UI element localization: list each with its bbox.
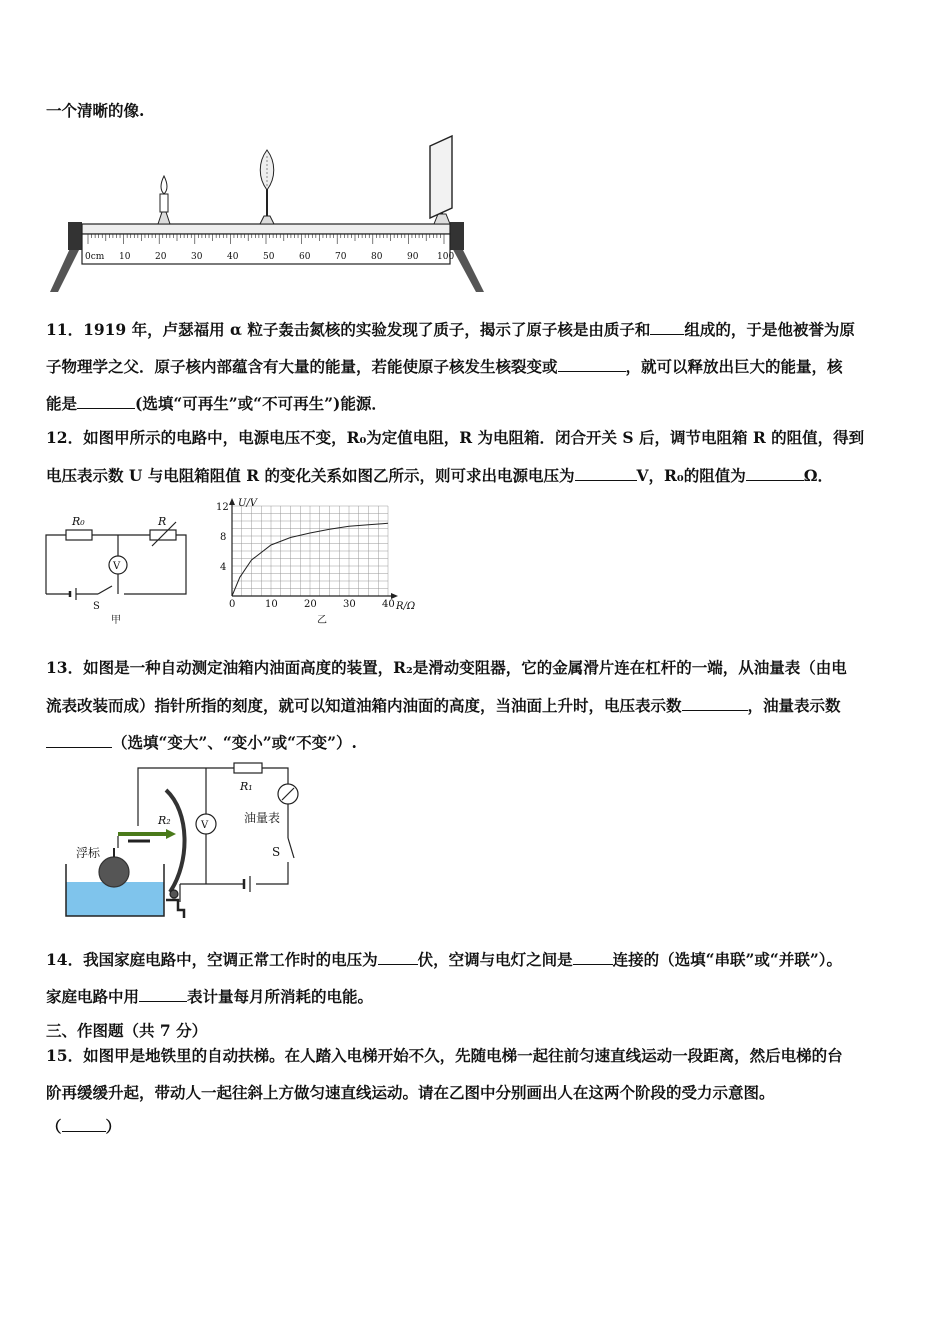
scale-label: 70	[335, 252, 347, 262]
y-axis-arrow	[229, 498, 235, 505]
caption-jia: 甲	[111, 615, 121, 626]
y-tick-label: 4	[220, 562, 227, 573]
y-axis-label: U/V	[238, 498, 258, 509]
convex-lens	[260, 150, 274, 224]
answer-blank[interactable]	[558, 355, 626, 372]
resistor-r1	[234, 763, 262, 773]
r2-label: R₂	[158, 814, 171, 827]
answer-blank[interactable]	[77, 392, 135, 409]
graph-yi	[212, 496, 432, 626]
light-screen	[430, 136, 452, 224]
q15-line1: 15．如图甲是地铁里的自动扶梯。在人踏入电梯开始不久，先随电梯一起往前匀速直线运动一段距离，然后电梯的台	[46, 1046, 843, 1065]
scale-label: 10	[119, 252, 131, 262]
intro-line: 一个清晰的像.	[46, 101, 145, 120]
switch-s	[288, 838, 294, 858]
bench-end-left	[68, 222, 82, 250]
bench-leg-right	[450, 244, 484, 292]
q15-answer: （ ）	[46, 1117, 122, 1136]
switch-label: S	[93, 601, 100, 612]
switch-label: S	[272, 845, 281, 859]
circuit-jia-figure	[40, 510, 192, 630]
answer-blank[interactable]	[682, 694, 748, 711]
q13-line2: 流表改装而成）指针所指的刻度，就可以知道油箱内油面的高度，当油面上升时，电压表示数 ，油量表示数	[46, 696, 841, 715]
optical-bench-figure	[48, 132, 488, 294]
switch-s	[98, 586, 112, 594]
y-tick-label: 8	[220, 532, 227, 543]
answer-blank[interactable]	[575, 464, 637, 481]
answer-blank[interactable]	[62, 1115, 106, 1132]
x-tick-label: 0	[229, 599, 236, 610]
caption-yi: 乙	[317, 615, 327, 626]
scale-label: 100	[437, 252, 455, 262]
q11-line2: 子物理学之父．原子核内部蕴含有大量的能量，若能使原子核发生核裂变或 ，就可以释放出巨大的能量，核	[46, 357, 843, 376]
section-heading: 三、作图题（共 7 分）	[46, 1021, 208, 1040]
voltmeter-label: V	[113, 561, 121, 572]
q14-line1: 14．我国家庭电路中，空调正常工作时的电压为 伏，空调与电灯之间是 连接的（选填“串联”或“并联”）。	[46, 950, 843, 969]
graph-grid	[232, 506, 388, 596]
y-tick-label: 12	[216, 502, 229, 513]
q12-line1: 12．如图甲所示的电路中，电源电压不变，R₀为定值电阻，R 为电阻箱．闭合开关 S 后，调节电阻箱 R 的阻值，得到	[46, 428, 865, 447]
r-label: R	[158, 515, 167, 528]
scale-label: 40	[227, 252, 239, 262]
oil-gauge-figure	[58, 760, 318, 922]
oil-meter-label: 油量表	[244, 811, 281, 825]
scale-label: 60	[299, 252, 311, 262]
scale-label: 90	[407, 252, 419, 262]
float-label: 浮标	[76, 846, 101, 860]
q14-line2: 家庭电路中用 表计量每月所消耗的电能。	[46, 987, 374, 1006]
scale-label: 0cm	[85, 252, 105, 262]
answer-blank[interactable]	[650, 318, 684, 335]
x-tick-label: 30	[343, 599, 356, 610]
q12-line2: 电压表示数 U 与电阻箱阻值 R 的变化关系如图乙所示，则可求出电源电压为 V，R₀的阻值为 Ω．	[46, 466, 834, 485]
float	[99, 857, 129, 887]
q11-line1: 11．1919 年，卢瑟福用 α 粒子轰击氮核的实验发现了质子，揭示了原子核是由质子和 组成的，于是他被誉为原	[46, 320, 855, 339]
candle	[158, 176, 170, 224]
r1-label: R₁	[240, 780, 253, 793]
scale-label: 30	[191, 252, 203, 262]
voltmeter-label: V	[201, 820, 209, 831]
answer-blank[interactable]	[746, 464, 804, 481]
answer-blank[interactable]	[378, 948, 418, 965]
answer-blank[interactable]	[46, 731, 112, 748]
q13-line3: （选填“变大”、“变小”或“不变”）.	[46, 731, 904, 754]
q11-line3: 能是 (选填“可再生”或“不可再生”)能源．	[46, 394, 387, 413]
answer-blank[interactable]	[139, 985, 187, 1002]
faucet	[166, 900, 184, 918]
scale-label: 20	[155, 252, 167, 262]
scale-label: 80	[371, 252, 383, 262]
bench-leg-left	[50, 244, 82, 292]
x-tick-label: 10	[265, 599, 278, 610]
x-tick-label: 40	[382, 599, 395, 610]
bench-rail	[82, 224, 450, 234]
scale-label: 50	[263, 252, 275, 262]
resistor-r0	[66, 530, 92, 540]
bench-end-right	[450, 222, 464, 250]
answer-blank[interactable]	[573, 948, 613, 965]
x-tick-label: 20	[304, 599, 317, 610]
q15-line2: 阶再缓缓升起，带动人一起往斜上方做匀速直线运动。请在乙图中分别画出人在这两个阶段的受力示意图。	[46, 1083, 775, 1102]
q13-line1: 13．如图是一种自动测定油箱内油面高度的装置，R₂是滑动变阻器，它的金属滑片连在杠杆的一端，从油量表（由电	[46, 658, 847, 677]
x-axis-label: R/Ω	[396, 601, 416, 612]
r0-label: R₀	[72, 515, 85, 528]
